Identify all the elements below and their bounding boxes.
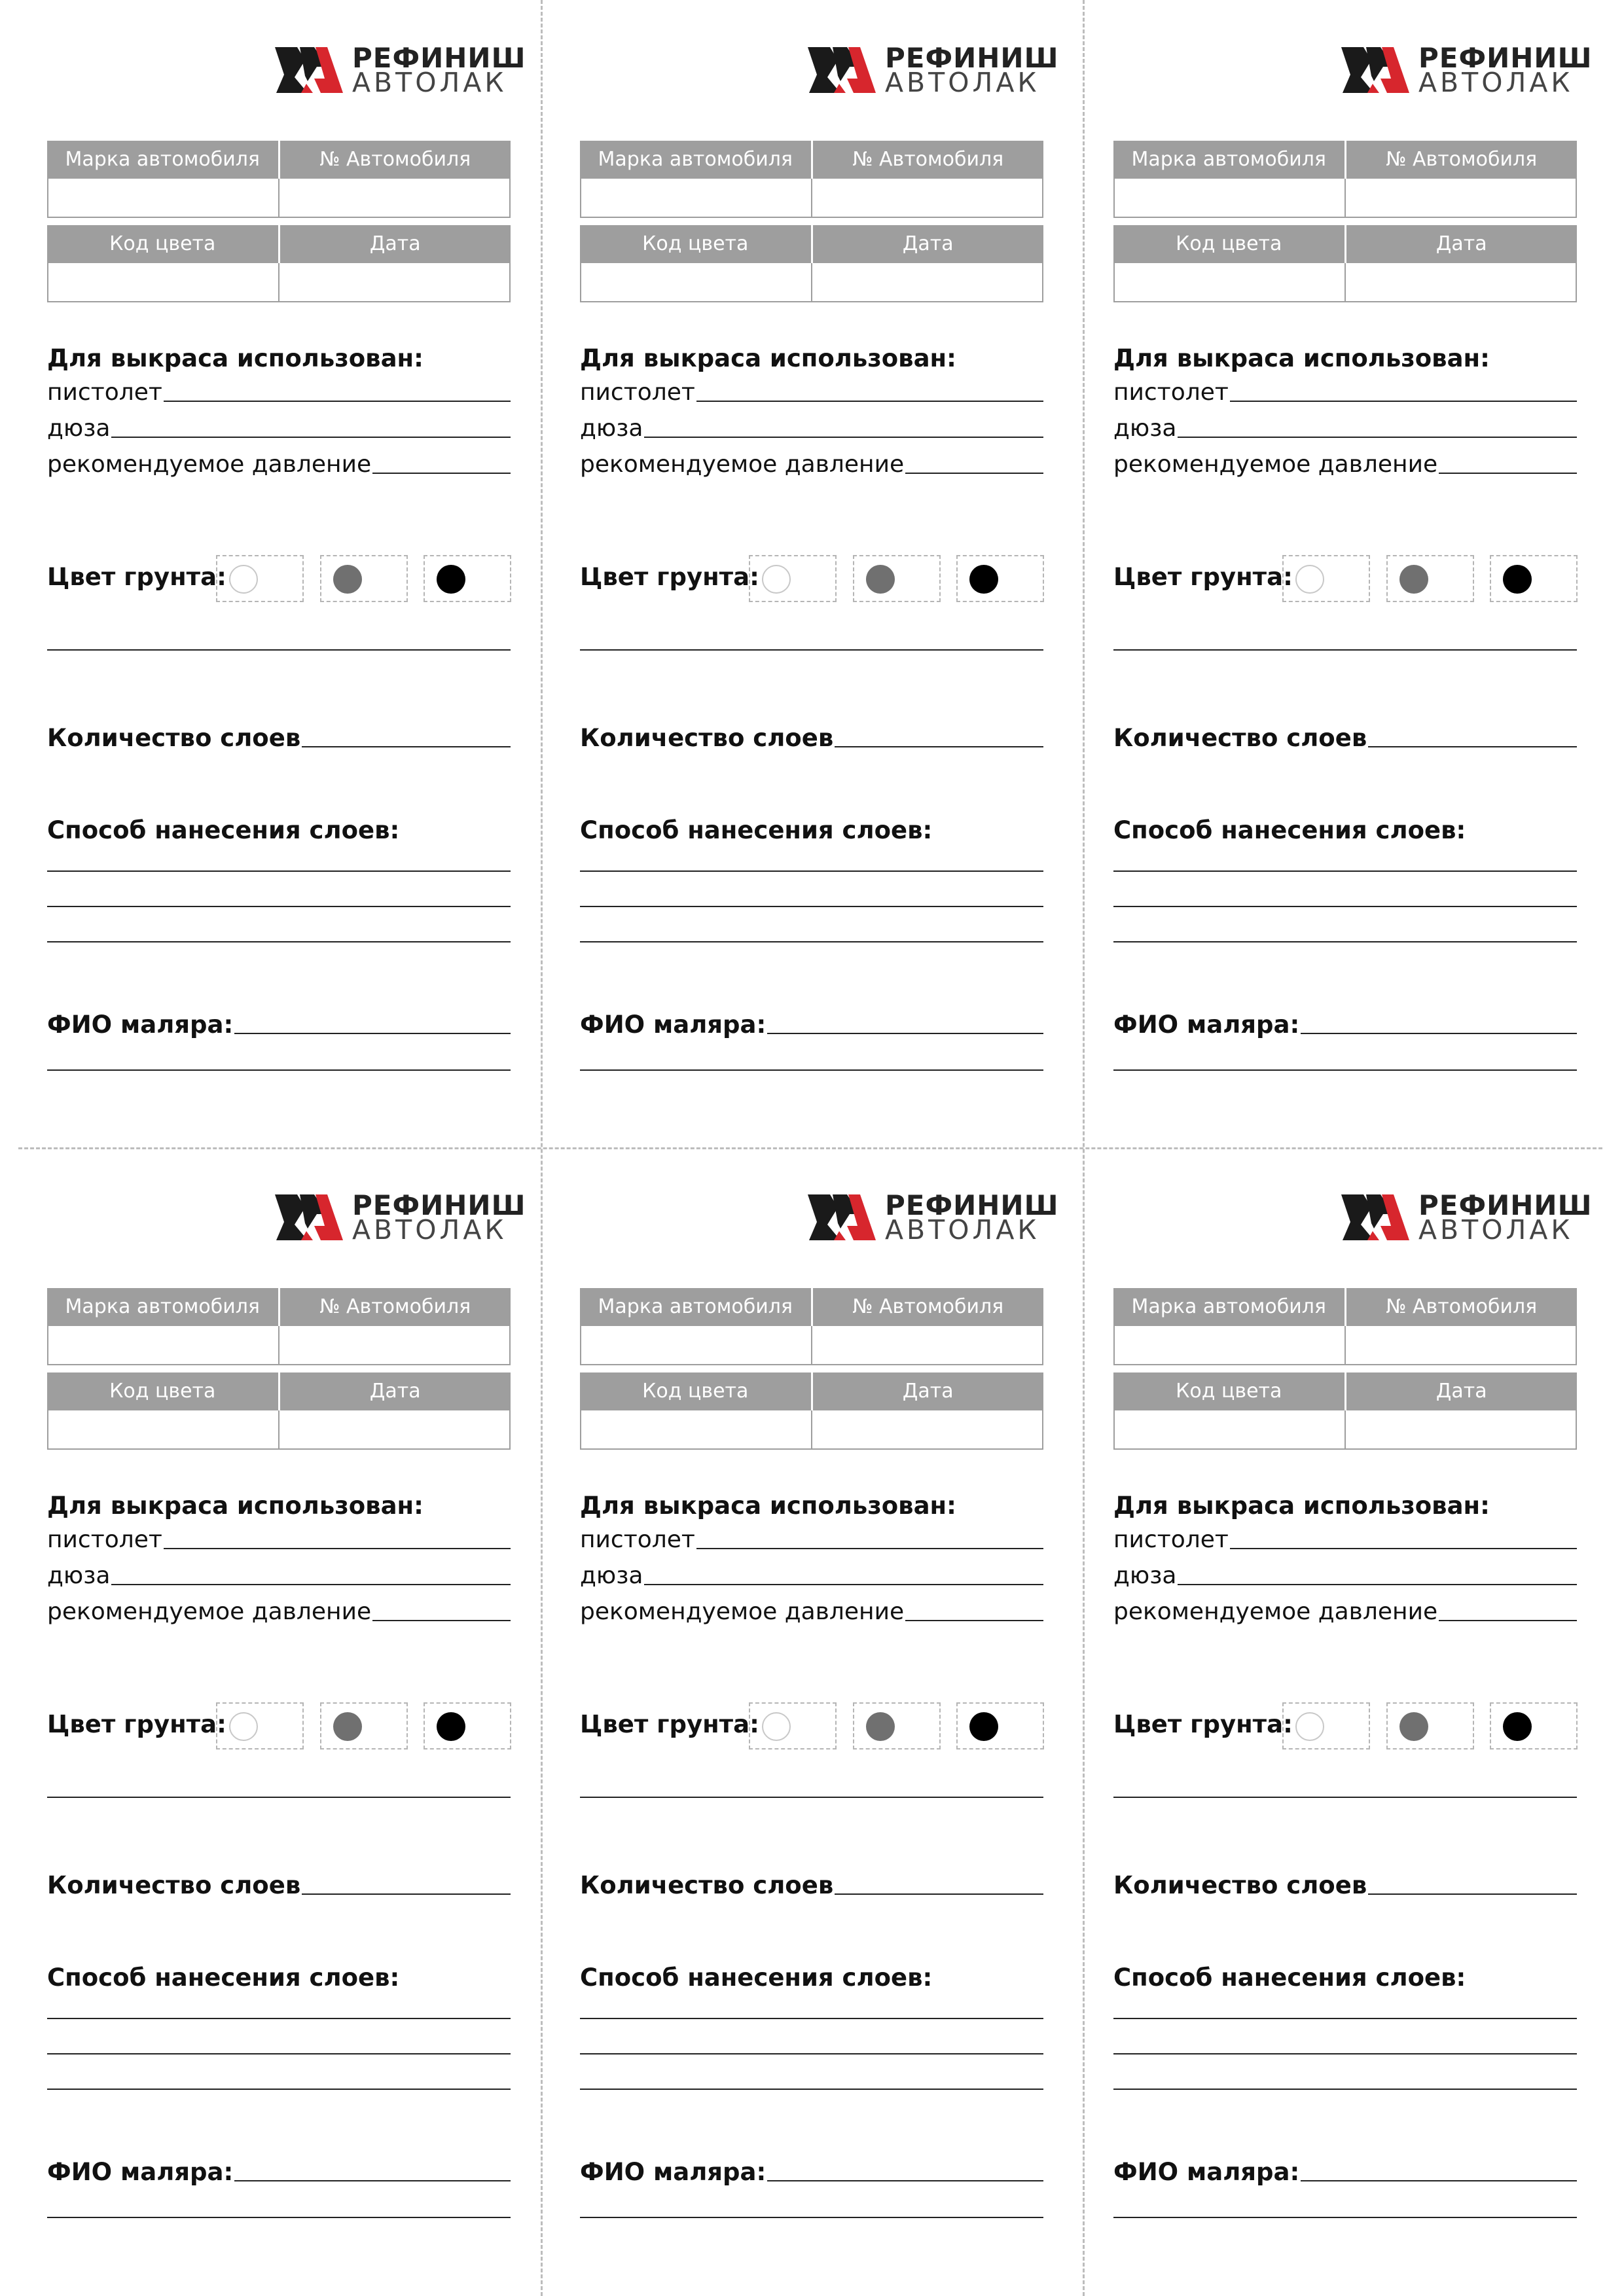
pressure-line[interactable] (1439, 1620, 1577, 1621)
brand-mark-icon (808, 47, 876, 93)
primer-white-option[interactable] (749, 555, 837, 602)
used-for-heading: Для выкраса использован: (580, 344, 956, 372)
nozzle-row (47, 414, 511, 443)
primer-label: Цвет грунта: (580, 563, 759, 591)
car-number-field[interactable] (811, 1326, 1042, 1364)
brand-name-line2: АВТОЛАК (352, 1214, 507, 1246)
layers-label: Количество слоев (47, 1871, 301, 1899)
brand-mark-icon (1341, 1194, 1409, 1240)
layers-line[interactable] (1368, 746, 1577, 747)
method-line-3[interactable] (47, 2089, 511, 2090)
primer-white-option[interactable] (749, 1702, 837, 1749)
color-code-header: Код цвета (1176, 232, 1282, 255)
method-heading: Способ нанесения слоев: (580, 1964, 933, 1992)
pressure-line[interactable] (372, 1620, 511, 1621)
paint-job-card-r1-c1 (47, 0, 526, 1060)
method-line-3[interactable] (1113, 2089, 1577, 2090)
used-for-heading: Для выкраса использован: (1113, 1492, 1490, 1520)
car-info-table (47, 1288, 511, 1365)
painter-row (580, 2158, 1043, 2187)
painter-label: ФИО маляра: (1113, 2158, 1300, 2186)
method-line-3[interactable] (580, 941, 1043, 942)
gun-label: пистолет (1113, 379, 1229, 406)
car-make-field[interactable] (1115, 1326, 1344, 1364)
layers-row (47, 724, 511, 753)
painter-label: ФИО маляра: (580, 1011, 767, 1039)
gun-line[interactable] (696, 1548, 1043, 1549)
car-make-field[interactable] (1115, 179, 1344, 217)
gun-row (47, 1526, 511, 1554)
painter-row (47, 2158, 511, 2187)
painter-row (1113, 2158, 1577, 2187)
pressure-row (580, 1598, 1043, 1626)
painter-label: ФИО маляра: (47, 2158, 234, 2186)
primer-white-icon (1295, 1712, 1324, 1741)
painter-line-2[interactable] (1113, 2217, 1577, 2218)
color-code-field[interactable] (581, 263, 811, 301)
painter-line[interactable] (234, 2180, 511, 2181)
painter-line-2[interactable] (1113, 1069, 1577, 1071)
method-line-1[interactable] (1113, 2018, 1577, 2019)
brand-name-line2: АВТОЛАК (1418, 1214, 1574, 1246)
primer-grey-option[interactable] (320, 1702, 408, 1749)
car-number-header: № Автомобиля (278, 141, 511, 179)
nozzle-row (47, 1562, 511, 1590)
method-line-2[interactable] (580, 2053, 1043, 2054)
primer-line[interactable] (580, 649, 1043, 651)
used-for-heading: Для выкраса использован: (1113, 344, 1490, 372)
color-code-header: Код цвета (642, 232, 749, 255)
primer-line[interactable] (1113, 649, 1577, 651)
layers-line[interactable] (835, 746, 1043, 747)
painter-line[interactable] (767, 1033, 1043, 1034)
method-line-2[interactable] (580, 906, 1043, 907)
color-code-field[interactable] (1115, 1410, 1344, 1448)
primer-black-icon (969, 1712, 998, 1741)
color-info-table (580, 1372, 1043, 1450)
primer-black-icon (1503, 1712, 1532, 1741)
method-heading: Способ нанесения слоев: (1113, 816, 1466, 844)
brand-logo (275, 1189, 526, 1246)
car-make-field[interactable] (581, 1326, 811, 1364)
pressure-label: рекомендуемое давление (580, 451, 905, 478)
nozzle-label: дюза (47, 415, 111, 442)
gun-line[interactable] (696, 401, 1043, 402)
date-field[interactable] (1344, 1410, 1576, 1448)
brand-mark-icon (275, 1194, 343, 1240)
brand-name-line2: АВТОЛАК (352, 67, 507, 98)
pressure-row (1113, 450, 1577, 479)
brand-logo (275, 42, 526, 98)
nozzle-label: дюза (47, 1562, 111, 1589)
color-code-field[interactable] (48, 263, 278, 301)
gun-label: пистолет (1113, 1526, 1229, 1553)
method-line-2[interactable] (47, 906, 511, 907)
gun-label: пистолет (47, 1526, 162, 1553)
primer-label: Цвет грунта: (580, 1710, 759, 1738)
painter-row (47, 1011, 511, 1039)
date-header: Дата (1344, 225, 1578, 263)
brand-logo (1341, 42, 1593, 98)
brand-name-line1: РЕФИНИШ (1418, 1189, 1593, 1221)
method-line-3[interactable] (1113, 941, 1577, 942)
primer-line[interactable] (47, 649, 511, 651)
brand-name-line1: РЕФИНИШ (885, 1189, 1059, 1221)
color-code-header: Код цвета (109, 1380, 216, 1403)
method-line-3[interactable] (580, 2089, 1043, 2090)
layers-label: Количество слоев (47, 724, 301, 752)
gun-row (580, 1526, 1043, 1554)
paint-job-card-r2-c3 (1113, 1147, 1593, 2208)
brand-logo (808, 42, 1059, 98)
date-header: Дата (811, 225, 1044, 263)
brand-mark-icon (808, 1194, 876, 1240)
paint-job-card-r2-c2 (580, 1147, 1059, 2208)
method-line-1[interactable] (580, 2018, 1043, 2019)
car-make-header: Марка автомобиля (598, 148, 793, 171)
primer-black-option[interactable] (1490, 555, 1578, 602)
nozzle-row (580, 1562, 1043, 1590)
nozzle-line[interactable] (1178, 1584, 1577, 1585)
used-for-heading: Для выкраса использован: (47, 344, 424, 372)
gun-line[interactable] (1230, 401, 1577, 402)
pressure-row (47, 450, 511, 479)
painter-line[interactable] (767, 2180, 1043, 2181)
layers-label: Количество слоев (1113, 724, 1367, 752)
car-number-field[interactable] (278, 179, 509, 217)
used-for-heading: Для выкраса использован: (47, 1492, 424, 1520)
gun-row (1113, 378, 1577, 407)
method-heading: Способ нанесения слоев: (47, 1964, 400, 1992)
nozzle-row (580, 414, 1043, 443)
used-for-heading: Для выкраса использован: (580, 1492, 956, 1520)
primer-black-icon (437, 565, 465, 594)
gun-line[interactable] (1230, 1548, 1577, 1549)
primer-line[interactable] (47, 1797, 511, 1798)
primer-black-option[interactable] (956, 555, 1044, 602)
primer-white-option[interactable] (216, 1702, 304, 1749)
painter-row (1113, 1011, 1577, 1039)
primer-label: Цвет грунта: (47, 563, 226, 591)
primer-white-icon (762, 565, 791, 594)
brand-name-line1: РЕФИНИШ (352, 42, 526, 74)
painter-label: ФИО маляра: (1113, 1011, 1300, 1039)
brand-logo (808, 1189, 1059, 1246)
brand-name-line2: АВТОЛАК (885, 67, 1040, 98)
layers-line[interactable] (835, 1893, 1043, 1895)
nozzle-line[interactable] (644, 437, 1043, 438)
pressure-label: рекомендуемое давление (1113, 1598, 1438, 1625)
car-make-field[interactable] (48, 1326, 278, 1364)
nozzle-line[interactable] (111, 1584, 511, 1585)
pressure-row (47, 1598, 511, 1626)
pressure-line[interactable] (905, 473, 1043, 474)
brand-name-line1: РЕФИНИШ (352, 1189, 526, 1221)
primer-black-icon (1503, 565, 1532, 594)
layers-row (1113, 1871, 1577, 1900)
layers-row (1113, 724, 1577, 753)
primer-white-icon (229, 1712, 258, 1741)
layers-line[interactable] (302, 746, 511, 747)
primer-label: Цвет грунта: (1113, 1710, 1293, 1738)
gun-row (1113, 1526, 1577, 1554)
car-make-header: Марка автомобиля (1131, 148, 1326, 171)
primer-white-option[interactable] (1282, 1702, 1370, 1749)
primer-black-icon (437, 1712, 465, 1741)
pressure-line[interactable] (1439, 473, 1577, 474)
color-info-table (47, 1372, 511, 1450)
primer-white-option[interactable] (216, 555, 304, 602)
color-code-field[interactable] (1115, 263, 1344, 301)
car-info-table (1113, 1288, 1577, 1365)
car-number-header: № Автомобиля (278, 1288, 511, 1326)
gun-label: пистолет (580, 379, 695, 406)
method-line-2[interactable] (1113, 906, 1577, 907)
painter-row (580, 1011, 1043, 1039)
gun-label: пистолет (47, 379, 162, 406)
car-make-header: Марка автомобиля (598, 1295, 793, 1318)
date-header: Дата (811, 1372, 1044, 1410)
pressure-row (580, 450, 1043, 479)
brand-name-line2: АВТОЛАК (1418, 67, 1574, 98)
date-field[interactable] (1344, 263, 1576, 301)
primer-grey-option[interactable] (320, 555, 408, 602)
color-info-table (47, 225, 511, 302)
primer-label: Цвет грунта: (47, 1710, 226, 1738)
primer-black-option[interactable] (956, 1702, 1044, 1749)
car-number-header: № Автомобиля (1344, 141, 1578, 179)
primer-black-option[interactable] (1490, 1702, 1578, 1749)
method-line-2[interactable] (47, 2053, 511, 2054)
car-make-header: Марка автомобиля (1131, 1295, 1326, 1318)
paint-job-card-r1-c2 (580, 0, 1059, 1060)
primer-white-option[interactable] (1282, 555, 1370, 602)
method-line-1[interactable] (47, 870, 511, 872)
color-code-header: Код цвета (642, 1380, 749, 1403)
primer-white-icon (762, 1712, 791, 1741)
layers-line[interactable] (302, 1893, 511, 1895)
layers-line[interactable] (1368, 1893, 1577, 1895)
gun-line[interactable] (164, 1548, 511, 1549)
date-field[interactable] (278, 1410, 509, 1448)
car-make-field[interactable] (48, 179, 278, 217)
brand-mark-icon (1341, 47, 1409, 93)
method-line-1[interactable] (47, 2018, 511, 2019)
primer-line[interactable] (580, 1797, 1043, 1798)
primer-white-icon (229, 565, 258, 594)
layers-label: Количество слоев (1113, 1871, 1367, 1899)
gun-row (580, 378, 1043, 407)
nozzle-line[interactable] (111, 437, 511, 438)
gun-row (47, 378, 511, 407)
painter-line-2[interactable] (580, 1069, 1043, 1071)
car-info-table (580, 1288, 1043, 1365)
brand-mark-icon (275, 47, 343, 93)
pressure-label: рекомендуемое давление (580, 1598, 905, 1625)
date-field[interactable] (811, 1410, 1042, 1448)
color-info-table (580, 225, 1043, 302)
brand-name-line1: РЕФИНИШ (885, 42, 1059, 74)
color-code-field[interactable] (48, 1410, 278, 1448)
layers-label: Количество слоев (580, 1871, 834, 1899)
primer-grey-icon (866, 1712, 895, 1741)
date-field[interactable] (811, 263, 1042, 301)
painter-line-2[interactable] (47, 1069, 511, 1071)
painter-label: ФИО маляра: (47, 1011, 234, 1039)
car-number-header: № Автомобиля (811, 141, 1044, 179)
primer-black-option[interactable] (424, 1702, 511, 1749)
car-make-header: Марка автомобиля (65, 1295, 260, 1318)
date-field[interactable] (278, 263, 509, 301)
pressure-row (1113, 1598, 1577, 1626)
color-code-field[interactable] (581, 1410, 811, 1448)
primer-grey-icon (1399, 565, 1428, 594)
color-info-table (1113, 225, 1577, 302)
brand-name-line2: АВТОЛАК (885, 1214, 1040, 1246)
color-info-table (1113, 1372, 1577, 1450)
date-header: Дата (278, 1372, 511, 1410)
primer-grey-option[interactable] (853, 555, 941, 602)
paint-job-card-r2-c1 (47, 1147, 526, 2208)
nozzle-line[interactable] (644, 1584, 1043, 1585)
pressure-line[interactable] (372, 473, 511, 474)
car-number-header: № Автомобиля (811, 1288, 1044, 1326)
painter-label: ФИО маляра: (580, 2158, 767, 2186)
painter-line[interactable] (1301, 1033, 1577, 1034)
car-info-table (580, 141, 1043, 218)
car-make-header: Марка автомобиля (65, 148, 260, 171)
method-line-3[interactable] (47, 941, 511, 942)
pressure-label: рекомендуемое давление (1113, 451, 1438, 478)
layers-row (580, 724, 1043, 753)
primer-black-option[interactable] (424, 555, 511, 602)
nozzle-label: дюза (1113, 1562, 1177, 1589)
nozzle-label: дюза (1113, 415, 1177, 442)
brand-name-line1: РЕФИНИШ (1418, 42, 1593, 74)
pressure-label: рекомендуемое давление (47, 1598, 372, 1625)
car-number-field[interactable] (811, 179, 1042, 217)
painter-line-2[interactable] (47, 2217, 511, 2218)
gun-line[interactable] (164, 401, 511, 402)
pressure-line[interactable] (905, 1620, 1043, 1621)
primer-grey-icon (333, 1712, 362, 1741)
car-info-table (47, 141, 511, 218)
car-info-table (1113, 141, 1577, 218)
car-number-field[interactable] (1344, 179, 1576, 217)
nozzle-line[interactable] (1178, 437, 1577, 438)
car-number-field[interactable] (278, 1326, 509, 1364)
method-line-1[interactable] (1113, 870, 1577, 872)
gun-label: пистолет (580, 1526, 695, 1553)
car-number-field[interactable] (1344, 1326, 1576, 1364)
primer-grey-option[interactable] (853, 1702, 941, 1749)
layers-row (580, 1871, 1043, 1900)
car-make-field[interactable] (581, 179, 811, 217)
pressure-label: рекомендуемое давление (47, 451, 372, 478)
painter-line[interactable] (1301, 2180, 1577, 2181)
method-heading: Способ нанесения слоев: (1113, 1964, 1466, 1992)
primer-grey-icon (1399, 1712, 1428, 1741)
paint-job-card-r1-c3 (1113, 0, 1593, 1060)
color-code-header: Код цвета (1176, 1380, 1282, 1403)
primer-line[interactable] (1113, 1797, 1577, 1798)
primer-white-icon (1295, 565, 1324, 594)
method-line-1[interactable] (580, 870, 1043, 872)
primer-black-icon (969, 565, 998, 594)
nozzle-label: дюза (580, 1562, 643, 1589)
primer-grey-icon (866, 565, 895, 594)
date-header: Дата (1344, 1372, 1578, 1410)
layers-row (47, 1871, 511, 1900)
primer-grey-option[interactable] (1386, 555, 1474, 602)
nozzle-row (1113, 1562, 1577, 1590)
brand-logo (1341, 1189, 1593, 1246)
date-header: Дата (278, 225, 511, 263)
car-number-header: № Автомобиля (1344, 1288, 1578, 1326)
method-line-2[interactable] (1113, 2053, 1577, 2054)
painter-line[interactable] (234, 1033, 511, 1034)
nozzle-label: дюза (580, 415, 643, 442)
primer-label: Цвет грунта: (1113, 563, 1293, 591)
method-heading: Способ нанесения слоев: (47, 816, 400, 844)
nozzle-row (1113, 414, 1577, 443)
method-heading: Способ нанесения слоев: (580, 816, 933, 844)
primer-grey-icon (333, 565, 362, 594)
color-code-header: Код цвета (109, 232, 216, 255)
primer-grey-option[interactable] (1386, 1702, 1474, 1749)
painter-line-2[interactable] (580, 2217, 1043, 2218)
layers-label: Количество слоев (580, 724, 834, 752)
